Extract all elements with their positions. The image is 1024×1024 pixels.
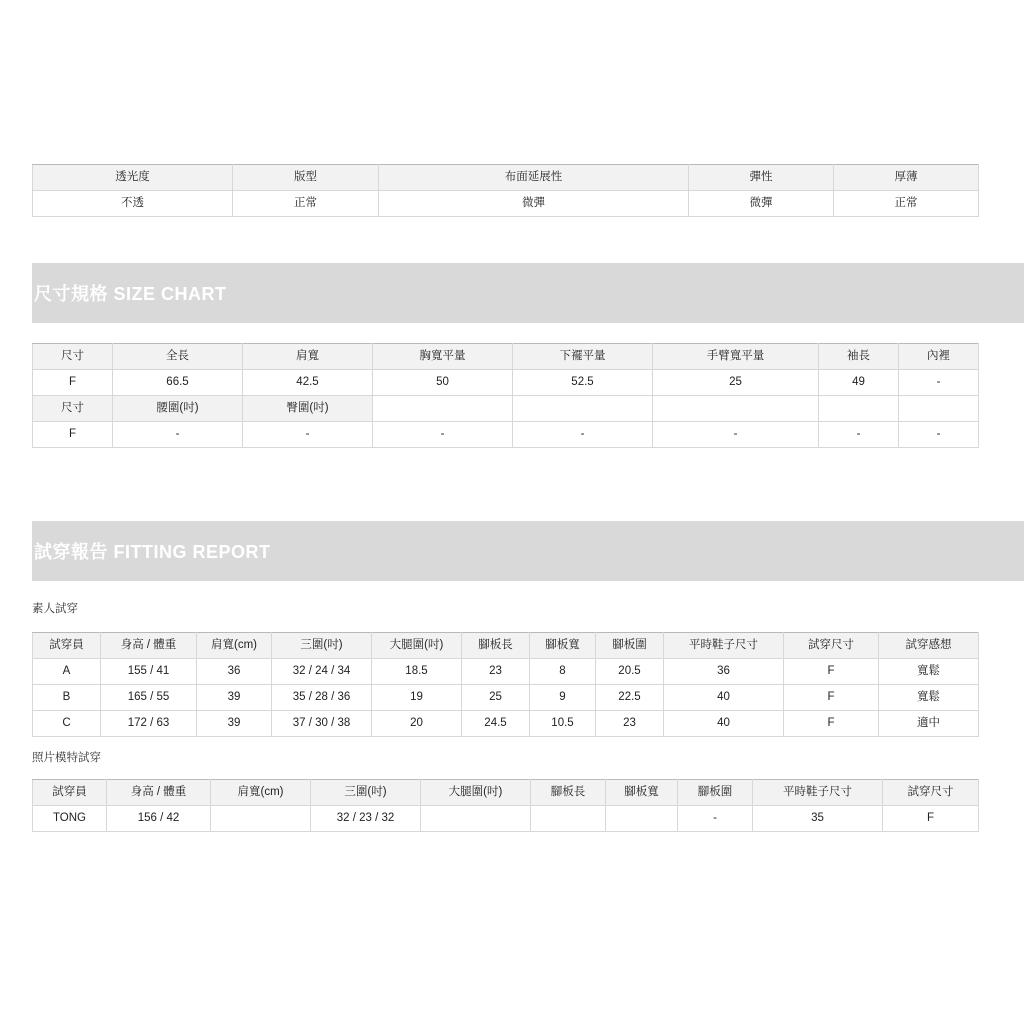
fit-value-cell: 39: [197, 711, 272, 737]
size-value-cell: -: [653, 422, 819, 448]
fabric-header-cell: 透光度: [33, 165, 233, 191]
amateur-fitting-table: [32, 632, 979, 737]
table-row: [33, 659, 979, 685]
size-header-cell: [899, 396, 979, 422]
fit-value-cell: 20.5: [596, 659, 664, 685]
size-value-cell: 25: [653, 370, 819, 396]
fit-value-cell: 35 / 28 / 36: [272, 685, 372, 711]
fit-value-cell: 40: [664, 685, 784, 711]
model-header-cell: 三圍(吋): [311, 780, 421, 806]
amateur-fitting-label: 素人試穿: [32, 603, 78, 615]
fabric-value-cell: 正常: [233, 191, 379, 217]
fit-header-cell: 試穿感想: [879, 633, 979, 659]
size-value-cell: -: [113, 422, 243, 448]
model-header-cell: 平時鞋子尺寸: [753, 780, 883, 806]
size-header-cell: 內裡: [899, 344, 979, 370]
fabric-value-cell: 不透: [33, 191, 233, 217]
fit-header-cell: 腳板長: [462, 633, 530, 659]
fit-value-cell: 32 / 24 / 34: [272, 659, 372, 685]
size-header-cell: [513, 396, 653, 422]
fit-value-cell: 39: [197, 685, 272, 711]
table-row: [33, 396, 979, 422]
model-header-cell: 大腿圍(吋): [421, 780, 531, 806]
fit-value-cell: B: [33, 685, 101, 711]
table-row: [33, 344, 979, 370]
model-header-cell: 試穿員: [33, 780, 107, 806]
fit-value-cell: C: [33, 711, 101, 737]
table-row: [33, 422, 979, 448]
fit-value-cell: 10.5: [530, 711, 596, 737]
model-header-cell: 腳板長: [531, 780, 606, 806]
table-row: [33, 633, 979, 659]
table-row: [33, 191, 979, 217]
model-value-cell: 156 / 42: [107, 806, 211, 832]
size-chart-banner: [32, 263, 1024, 323]
fit-value-cell: 19: [372, 685, 462, 711]
fit-value-cell: 23: [462, 659, 530, 685]
model-header-cell: 試穿尺寸: [883, 780, 979, 806]
size-header-cell: 下襬平量: [513, 344, 653, 370]
fit-value-cell: 165 / 55: [101, 685, 197, 711]
model-value-cell: [421, 806, 531, 832]
fit-value-cell: 36: [197, 659, 272, 685]
fit-header-cell: 身高 / 體重: [101, 633, 197, 659]
size-header-cell: 手臂寬平量: [653, 344, 819, 370]
fabric-header-cell: 版型: [233, 165, 379, 191]
table-row: [33, 370, 979, 396]
fit-value-cell: A: [33, 659, 101, 685]
model-value-cell: [211, 806, 311, 832]
fitting-report-banner: [32, 521, 1024, 581]
model-header-cell: 身高 / 體重: [107, 780, 211, 806]
table-row: [33, 780, 979, 806]
size-value-cell: 49: [819, 370, 899, 396]
model-value-cell: F: [883, 806, 979, 832]
model-header-cell: 腳板圍: [678, 780, 753, 806]
fit-value-cell: F: [784, 711, 879, 737]
fit-value-cell: 18.5: [372, 659, 462, 685]
size-value-cell: -: [373, 422, 513, 448]
fit-value-cell: 寬鬆: [879, 659, 979, 685]
size-header-cell: [373, 396, 513, 422]
fit-header-cell: 腳板圍: [596, 633, 664, 659]
size-header-cell: 尺寸: [33, 344, 113, 370]
fabric-value-cell: 微彈: [379, 191, 689, 217]
fit-header-cell: 試穿員: [33, 633, 101, 659]
table-row: [33, 711, 979, 737]
model-value-cell: 32 / 23 / 32: [311, 806, 421, 832]
fit-value-cell: 24.5: [462, 711, 530, 737]
model-value-cell: 35: [753, 806, 883, 832]
size-chart-title: 尺寸規格 SIZE CHART: [34, 284, 227, 304]
model-value-cell: -: [678, 806, 753, 832]
model-value-cell: [531, 806, 606, 832]
fit-header-cell: 試穿尺寸: [784, 633, 879, 659]
size-value-cell: 66.5: [113, 370, 243, 396]
size-header-cell: 腰圍(吋): [113, 396, 243, 422]
model-fitting-label: 照片模特試穿: [32, 752, 101, 764]
fit-value-cell: 適中: [879, 711, 979, 737]
fit-value-cell: 155 / 41: [101, 659, 197, 685]
size-header-cell: 臀圍(吋): [243, 396, 373, 422]
fit-header-cell: 肩寬(cm): [197, 633, 272, 659]
fit-value-cell: 9: [530, 685, 596, 711]
size-header-cell: 袖長: [819, 344, 899, 370]
table-row: [33, 165, 979, 191]
size-header-cell: 肩寬: [243, 344, 373, 370]
fit-value-cell: 8: [530, 659, 596, 685]
fit-value-cell: 40: [664, 711, 784, 737]
fit-header-cell: 大腿圍(吋): [372, 633, 462, 659]
fit-value-cell: 36: [664, 659, 784, 685]
model-header-cell: 腳板寬: [606, 780, 678, 806]
size-header-cell: [819, 396, 899, 422]
size-header-cell: 尺寸: [33, 396, 113, 422]
size-value-cell: 52.5: [513, 370, 653, 396]
size-value-cell: 42.5: [243, 370, 373, 396]
size-header-cell: 全長: [113, 344, 243, 370]
size-value-cell: -: [513, 422, 653, 448]
fit-value-cell: F: [784, 685, 879, 711]
fit-value-cell: 25: [462, 685, 530, 711]
model-value-cell: TONG: [33, 806, 107, 832]
size-value-cell: F: [33, 370, 113, 396]
size-header-cell: 胸寬平量: [373, 344, 513, 370]
fabric-value-cell: 微彈: [689, 191, 834, 217]
size-value-cell: -: [243, 422, 373, 448]
fit-value-cell: 20: [372, 711, 462, 737]
fit-value-cell: 23: [596, 711, 664, 737]
fabric-header-cell: 彈性: [689, 165, 834, 191]
size-value-cell: -: [899, 370, 979, 396]
fabric-properties-table: [32, 164, 979, 217]
model-fitting-table: [32, 779, 979, 832]
fit-value-cell: 寬鬆: [879, 685, 979, 711]
fit-header-cell: 平時鞋子尺寸: [664, 633, 784, 659]
fit-header-cell: 腳板寬: [530, 633, 596, 659]
fabric-value-cell: 正常: [834, 191, 979, 217]
fit-value-cell: 37 / 30 / 38: [272, 711, 372, 737]
model-header-cell: 肩寬(cm): [211, 780, 311, 806]
fit-value-cell: 22.5: [596, 685, 664, 711]
size-value-cell: -: [819, 422, 899, 448]
model-value-cell: [606, 806, 678, 832]
size-value-cell: F: [33, 422, 113, 448]
fabric-header-cell: 厚薄: [834, 165, 979, 191]
table-row: [33, 806, 979, 832]
fit-value-cell: F: [784, 659, 879, 685]
size-value-cell: -: [899, 422, 979, 448]
size-value-cell: 50: [373, 370, 513, 396]
size-header-cell: [653, 396, 819, 422]
fit-header-cell: 三圍(吋): [272, 633, 372, 659]
size-chart-table: [32, 343, 979, 448]
fabric-header-cell: 布面延展性: [379, 165, 689, 191]
fitting-report-title: 試穿報告 FITTING REPORT: [34, 542, 271, 562]
fit-value-cell: 172 / 63: [101, 711, 197, 737]
table-row: [33, 685, 979, 711]
